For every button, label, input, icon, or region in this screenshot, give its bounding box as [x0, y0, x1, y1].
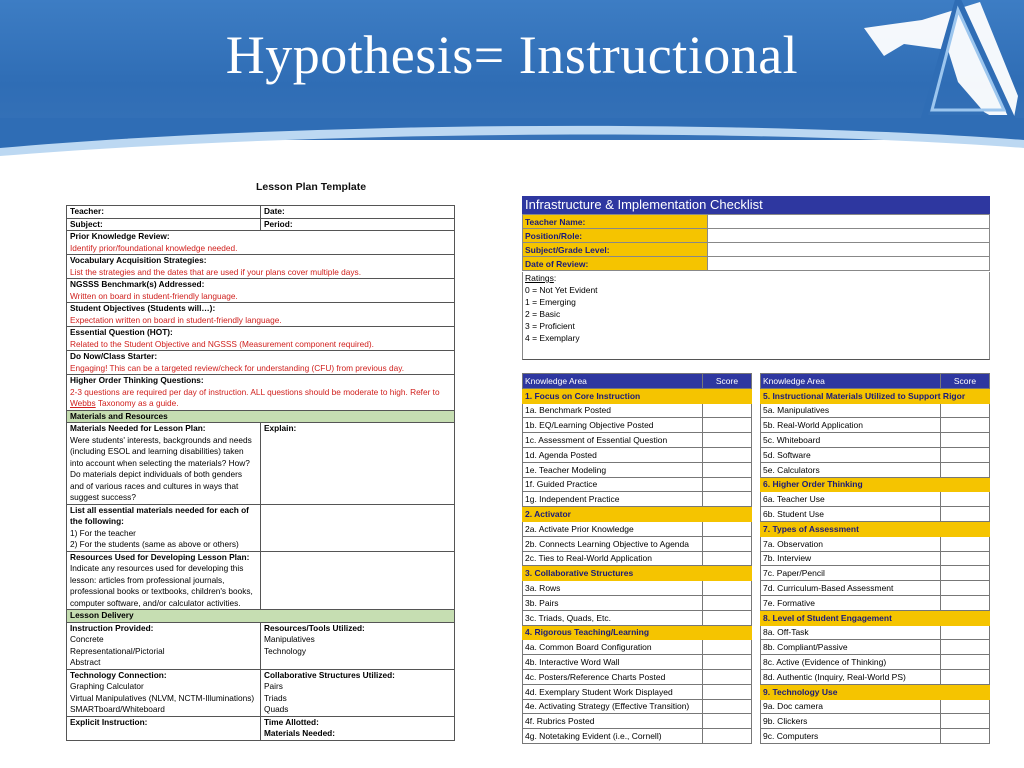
- knowledge-area-row: [761, 507, 990, 522]
- knowledge-area-label: 9b. Clickers: [761, 714, 941, 729]
- knowledge-area-row: [523, 595, 752, 610]
- hot-questions-section: Higher Order Thinking Questions: 2-3 questions are required per day of instruction. ALL questions should be moderate to high. Refer to Webbs Taxonomy as a guide.: [67, 375, 455, 411]
- score-cell[interactable]: [941, 551, 990, 566]
- knowledge-area-label: 1e. Teacher Modeling: [523, 462, 703, 477]
- knowledge-area-label: 5e. Calculators: [761, 462, 941, 477]
- knowledge-area-label: 8d. Authentic (Inquiry, Real-World PS): [761, 669, 941, 684]
- knowledge-area-row: [761, 433, 990, 448]
- section-label: 4. Rigorous Teaching/Learning: [523, 625, 752, 640]
- knowledge-area-label: 2b. Connects Learning Objective to Agenda: [523, 536, 703, 551]
- score-cell[interactable]: [703, 581, 752, 596]
- score-header-label: Score: [703, 374, 752, 389]
- score-cell[interactable]: [941, 655, 990, 670]
- knowledge-area-row: [761, 418, 990, 433]
- knowledge-area-label: 2a. Activate Prior Knowledge: [523, 521, 703, 536]
- position-role-field[interactable]: [708, 229, 990, 243]
- knowledge-area-row: [523, 521, 752, 536]
- section-label: 5. Instructional Materials Utilized to Support Rigor: [761, 388, 990, 403]
- score-cell[interactable]: [941, 714, 990, 729]
- explain-cell: Explain:: [261, 423, 455, 505]
- knowledge-area-section: [523, 388, 752, 403]
- knowledge-area-row: [523, 655, 752, 670]
- knowledge-area-row: [523, 418, 752, 433]
- do-now-section: Do Now/Class Starter: Engaging! This can be a targeted review/check for understanding (CFU) from previous day.: [67, 351, 455, 375]
- score-cell[interactable]: [941, 595, 990, 610]
- score-cell[interactable]: [941, 729, 990, 744]
- date-of-review-label: Date of Review:: [523, 257, 708, 271]
- score-cell[interactable]: [941, 447, 990, 462]
- section-label: 6. Higher Order Thinking: [761, 477, 990, 492]
- slide-title: Hypothesis= Instructional: [225, 25, 799, 85]
- section-label: 8. Level of Student Engagement: [761, 610, 990, 625]
- knowledge-area-row: [523, 433, 752, 448]
- knowledge-area-row: [523, 669, 752, 684]
- knowledge-area-label: 5b. Real-World Application: [761, 418, 941, 433]
- score-cell[interactable]: [703, 492, 752, 507]
- score-cell[interactable]: [703, 714, 752, 729]
- knowledge-area-row: [523, 403, 752, 418]
- score-cell[interactable]: [941, 566, 990, 581]
- knowledge-area-label: 4f. Rubrics Posted: [523, 714, 703, 729]
- knowledge-area-row: [761, 669, 990, 684]
- knowledge-area-row: [761, 403, 990, 418]
- teacher-name-label: Teacher Name:: [523, 215, 708, 229]
- knowledge-area-header: [761, 374, 990, 389]
- knowledge-area-section: [523, 625, 752, 640]
- essential-question-section: Essential Question (HOT): Related to the Student Objective and NGSSS (Measurement component required).: [67, 327, 455, 351]
- knowledge-area-row: [523, 610, 752, 625]
- subject-grade-field[interactable]: [708, 243, 990, 257]
- knowledge-area-label: 3a. Rows: [523, 581, 703, 596]
- section-label: 9. Technology Use: [761, 684, 990, 699]
- rating-2: 2 = Basic: [525, 309, 561, 319]
- objectives-section: Student Objectives (Students will…): Expectation written on board in student-friendly language.: [67, 303, 455, 327]
- score-cell[interactable]: [941, 536, 990, 551]
- explicit-instruction-cell: Explicit Instruction:: [67, 716, 261, 740]
- knowledge-area-row: [523, 640, 752, 655]
- technology-cell: Technology Connection: Graphing Calculator Virtual Manipulatives (NLVM, NCTM-Illuminations) SMARTboard/Whiteboard: [67, 669, 261, 716]
- resources-cell: Resources Used for Developing Lesson Plan: Indicate any resources used for developing this lesson: articles from professional journals, professional books or textbooks, children's books, computer software, and/or calculator activities.: [67, 551, 261, 610]
- rating-3: 3 = Proficient: [525, 321, 575, 331]
- header-swoosh: [0, 118, 1024, 158]
- score-cell[interactable]: [703, 699, 752, 714]
- knowledge-area-section: [523, 507, 752, 522]
- knowledge-area-row: [761, 447, 990, 462]
- instruction-cell: Instruction Provided: Concrete Representational/Pictorial Abstract: [67, 622, 261, 669]
- essential-materials-cell: List all essential materials needed for each of the following: 1) For the teacher 2) For the students (same as above or others): [67, 504, 261, 551]
- score-cell[interactable]: [703, 433, 752, 448]
- teacher-label: Teacher:: [67, 206, 261, 219]
- knowledge-area-section: [761, 388, 990, 403]
- knowledge-area-label: 5a. Manipulatives: [761, 403, 941, 418]
- score-cell[interactable]: [703, 684, 752, 699]
- knowledge-area-row: [761, 595, 990, 610]
- section-label: 2. Activator: [523, 507, 752, 522]
- knowledge-area-label: 8c. Active (Evidence of Thinking): [761, 655, 941, 670]
- knowledge-area-header: [523, 374, 752, 389]
- score-cell[interactable]: [703, 536, 752, 551]
- score-cell[interactable]: [941, 492, 990, 507]
- delivery-band: Lesson Delivery: [67, 610, 455, 623]
- knowledge-area-label: 7b. Interview: [761, 551, 941, 566]
- vocabulary-section: Vocabulary Acquisition Strategies: List the strategies and the dates that are used if your plans cover multiple days.: [67, 255, 455, 279]
- knowledge-area-section: [761, 684, 990, 699]
- knowledge-area-label: 7c. Paper/Pencil: [761, 566, 941, 581]
- resources-tools-cell: Resources/Tools Utilized: Manipulatives Technology: [261, 622, 455, 669]
- prior-knowledge-section: Prior Knowledge Review: Identify prior/foundational knowledge needed.: [67, 231, 455, 255]
- score-cell[interactable]: [941, 507, 990, 522]
- knowledge-area-label: 7d. Curriculum-Based Assessment: [761, 581, 941, 596]
- knowledge-area-row: [523, 536, 752, 551]
- knowledge-area-label: 4b. Interactive Word Wall: [523, 655, 703, 670]
- knowledge-area-table-right: [760, 373, 990, 744]
- knowledge-area-row: [761, 640, 990, 655]
- knowledge-area-row: [761, 566, 990, 581]
- knowledge-area-label: 3b. Pairs: [523, 595, 703, 610]
- lesson-plan-title: Lesson Plan Template: [255, 181, 367, 193]
- score-cell[interactable]: [703, 418, 752, 433]
- knowledge-area-row: [761, 714, 990, 729]
- knowledge-area-label: 4c. Posters/Reference Charts Posted: [523, 669, 703, 684]
- knowledge-area-label: 1d. Agenda Posted: [523, 447, 703, 462]
- score-cell[interactable]: [703, 669, 752, 684]
- benchmark-section: NGSSS Benchmark(s) Addressed: Written on board in student-friendly language.: [67, 279, 455, 303]
- knowledge-area-label: 4a. Common Board Configuration: [523, 640, 703, 655]
- knowledge-area-row: [523, 684, 752, 699]
- knowledge-area-row: [523, 714, 752, 729]
- knowledge-area-row: [523, 581, 752, 596]
- score-header-label: Score: [941, 374, 990, 389]
- knowledge-area-label: 5c. Whiteboard: [761, 433, 941, 448]
- score-cell[interactable]: [941, 625, 990, 640]
- knowledge-area-row: [761, 536, 990, 551]
- knowledge-area-section: [761, 610, 990, 625]
- knowledge-area-section: [523, 566, 752, 581]
- score-cell[interactable]: [703, 595, 752, 610]
- knowledge-area-label: 7e. Formative: [761, 595, 941, 610]
- subject-label: Subject:: [67, 218, 261, 231]
- score-cell[interactable]: [941, 581, 990, 596]
- materials-needed-cell: Materials Needed for Lesson Plan: Were students' interests, backgrounds and needs (including ESOL and learning disabilities) taken into account when selecting the materials? How? Do materials depict individuals of both genders and of various races and cultures in ways that suggest success?: [67, 423, 261, 505]
- teacher-name-field[interactable]: [708, 215, 990, 229]
- score-cell[interactable]: [941, 462, 990, 477]
- knowledge-area-label: 8a. Off-Task: [761, 625, 941, 640]
- score-cell[interactable]: [941, 699, 990, 714]
- score-cell[interactable]: [703, 610, 752, 625]
- knowledge-area-label: 7a. Observation: [761, 536, 941, 551]
- score-cell[interactable]: [703, 477, 752, 492]
- knowledge-area-row: [761, 492, 990, 507]
- florida-logo-icon: [862, 0, 1024, 132]
- resources-blank: [261, 551, 455, 610]
- score-cell[interactable]: [703, 521, 752, 536]
- knowledge-area-table-left: [522, 373, 752, 744]
- knowledge-area-row: [761, 655, 990, 670]
- score-cell[interactable]: [703, 447, 752, 462]
- essential-materials-blank: [261, 504, 455, 551]
- rating-1: 1 = Emerging: [525, 297, 576, 307]
- position-role-label: Position/Role:: [523, 229, 708, 243]
- knowledge-area-label: 9c. Computers: [761, 729, 941, 744]
- knowledge-area-label: 1c. Assessment of Essential Question: [523, 433, 703, 448]
- knowledge-area-label: 4d. Exemplary Student Work Displayed: [523, 684, 703, 699]
- rating-0: 0 = Not Yet Evident: [525, 285, 598, 295]
- knowledge-area-row: [761, 699, 990, 714]
- knowledge-area-label: 1f. Guided Practice: [523, 477, 703, 492]
- knowledge-area-row: [761, 551, 990, 566]
- score-cell[interactable]: [703, 551, 752, 566]
- collab-cell: Collaborative Structures Utilized: Pairs Triads Quads: [261, 669, 455, 716]
- section-label: 7. Types of Assessment: [761, 521, 990, 536]
- date-of-review-field[interactable]: [708, 257, 990, 271]
- knowledge-area-label: 1b. EQ/Learning Objective Posted: [523, 418, 703, 433]
- knowledge-area-label: 1g. Independent Practice: [523, 492, 703, 507]
- knowledge-area-label: 5d. Software: [761, 447, 941, 462]
- score-cell[interactable]: [941, 433, 990, 448]
- score-cell[interactable]: [703, 403, 752, 418]
- section-label: 3. Collaborative Structures: [523, 566, 752, 581]
- knowledge-area-label: 3c. Triads, Quads, Etc.: [523, 610, 703, 625]
- ratings-title: Ratings: [525, 273, 554, 283]
- score-cell[interactable]: [941, 418, 990, 433]
- knowledge-area-label: 1a. Benchmark Posted: [523, 403, 703, 418]
- knowledge-area-label: 4e. Activating Strategy (Effective Transition): [523, 699, 703, 714]
- lesson-plan-table: [66, 205, 455, 741]
- knowledge-area-header-label: Knowledge Area: [523, 374, 703, 389]
- section-label: 1. Focus on Core Instruction: [523, 388, 752, 403]
- knowledge-area-row: [523, 477, 752, 492]
- knowledge-area-row: [523, 462, 752, 477]
- knowledge-area-row: [761, 729, 990, 744]
- knowledge-area-label: 8b. Compliant/Passive: [761, 640, 941, 655]
- knowledge-area-label: 6a. Teacher Use: [761, 492, 941, 507]
- score-cell[interactable]: [941, 403, 990, 418]
- knowledge-area-row: [761, 462, 990, 477]
- ratings-legend: Ratings: 0 = Not Yet Evident 1 = Emerging 2 = Basic 3 = Proficient 4 = Exemplary: [522, 272, 990, 360]
- time-materials-cell: Time Allotted: Materials Needed:: [261, 716, 455, 740]
- knowledge-area-label: 4g. Notetaking Evident (i.e., Cornell): [523, 729, 703, 744]
- knowledge-area-label: 9a. Doc camera: [761, 699, 941, 714]
- period-label: Period:: [261, 218, 455, 231]
- knowledge-area-label: 2c. Ties to Real-World Application: [523, 551, 703, 566]
- knowledge-area-header-label: Knowledge Area: [761, 374, 941, 389]
- subject-grade-label: Subject/Grade Level:: [523, 243, 708, 257]
- knowledge-area-section: [761, 477, 990, 492]
- knowledge-area-row: [523, 551, 752, 566]
- knowledge-area-label: 6b. Student Use: [761, 507, 941, 522]
- knowledge-area-row: [523, 492, 752, 507]
- knowledge-area-row: [523, 699, 752, 714]
- materials-band: Materials and Resources: [67, 410, 455, 423]
- score-cell[interactable]: [941, 640, 990, 655]
- checklist-title: Infrastructure & Implementation Checklist: [522, 196, 990, 214]
- knowledge-area-row: [523, 729, 752, 744]
- date-label: Date:: [261, 206, 455, 219]
- score-cell[interactable]: [703, 640, 752, 655]
- score-cell[interactable]: [941, 669, 990, 684]
- score-cell[interactable]: [703, 729, 752, 744]
- score-cell[interactable]: [703, 462, 752, 477]
- rating-4: 4 = Exemplary: [525, 333, 580, 343]
- knowledge-area-section: [761, 521, 990, 536]
- knowledge-area-row: [523, 447, 752, 462]
- knowledge-area-row: [761, 581, 990, 596]
- score-cell[interactable]: [703, 655, 752, 670]
- knowledge-area-row: [761, 625, 990, 640]
- checklist-info-table: [522, 214, 990, 271]
